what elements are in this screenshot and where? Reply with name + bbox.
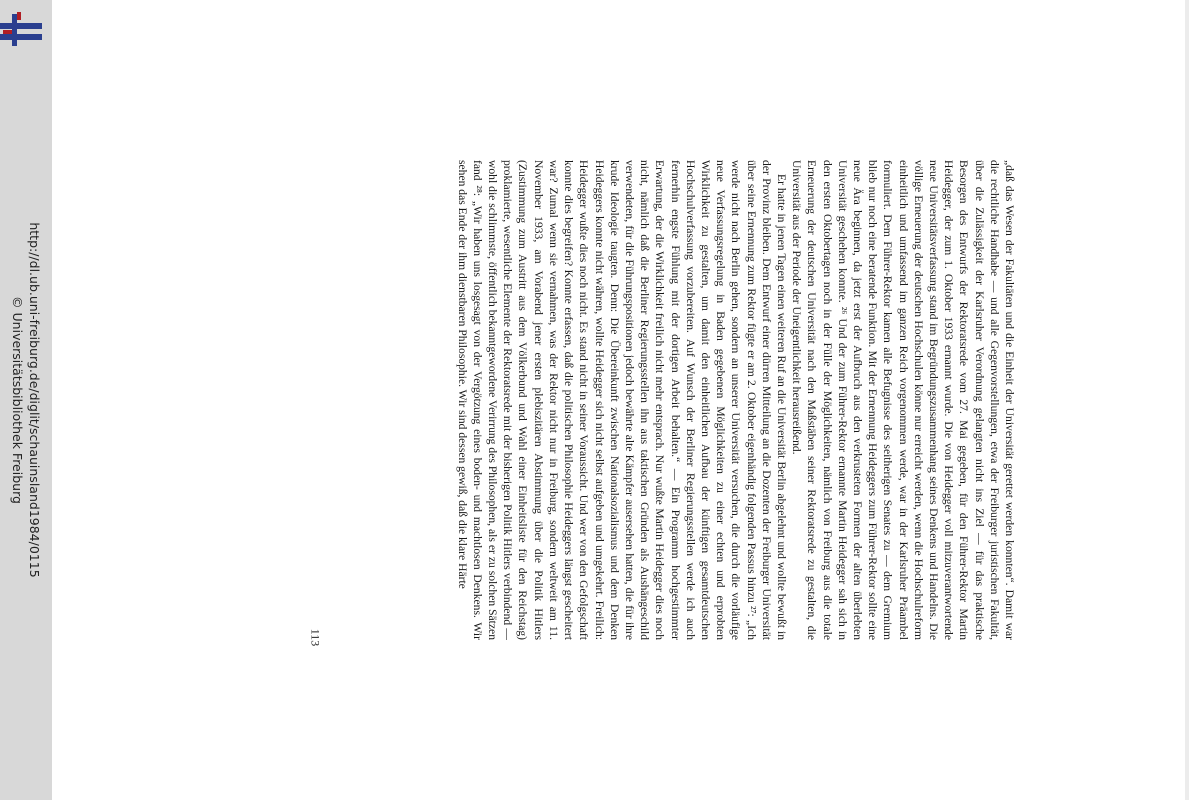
ub-freiburg-logo-icon xyxy=(0,8,44,48)
viewer-sidebar xyxy=(0,0,52,800)
paragraph: „daß das Wesen der Fakultäten und die Einheit der Universität gerettet werden konnten“. Damit war die rechtliche Handhabe — und alle Gegenvorstellungen, etwa der Freiburger juristischen Fakultät, über die Zulässigkeit der Karlsruher Verordnung gelangten nicht ins Ziel — für das praktische Besorgen des Entwurfs der Rektoratsrede vom 27. Mai gegeben, für den Führer-Rektor Martin Heidegger, der zum 1. Oktober 1933 ernannt wurde. Die von Heidegger voll mitzuverantwortende neue Universitätsverfassung stand im Begründungszusammenhang seines Denkens und Handelns. Die völlige Erneuerung der deutschen Hochschulen könne nur erreicht werden, wenn die Hochschulreform einheitlich und umfassend im ganzen Reich vorgenommen werde, war in der Karlsruher Präambel formuliert. Dem Führer-Rektor kamen alle Befugnisse des seitherigen Senates zu — dem Gremium blieb nur noch eine beratende Funktion. Mit der Ernennung Heideggers zum Führer-Rektor sollte eine neue Ära beginnen, da jetzt erst der Aufbruch aus den verkrusteten Formen der alten überlebten Universität geschehen konnte. ²⁶ Und der zum Führer-Rektor ernannte Martin Heidegger sah sich in den ersten Oktobertagen noch in der Fülle der Möglichkeiten, nämlich von Freiburg aus die totale Erneuerung der deutschen Universität nach den Maßstäben seiner Rektoratsrede zu gestalten, die Universität aus der Periode der Uneigentlichkeit herausreißend. xyxy=(790,160,1016,640)
sidebar-caption xyxy=(9,222,43,577)
source-url[interactable]: http://dl.ub.uni-freiburg.de/diglit/schauinsland1984/0115 xyxy=(27,222,42,578)
page-number: 113 xyxy=(308,628,323,647)
copyright-notice: © Universitätsbibliothek Freiburg xyxy=(10,296,25,504)
page-body xyxy=(287,160,1017,640)
scanned-page xyxy=(52,0,1185,800)
paragraph: Er hatte in jenen Tagen einen weiteren Ruf an die Universität Berlin abgelehnt und wollte bewußt in der Provinz bleiben. Dem Entwurf einer dürren Mitteilung an die Dozenten der Freiburger Universität über seine Ernennung zum Rektor fügte er am 2. Oktober eigenhändig folgenden Passus hinzu ²⁷: „Ich werde nicht nach Berlin gehen, sondern an unserer Universität versuchen, die durch die vorläufige neue Verfassungsregelung in Baden gegebenen Möglichkeiten zu einer echten und erprobten Wirklichkeit zu gestalten, um damit den einheitlichen Aufbau der künftigen gesamtdeutschen Hochschulverfassung vorzubereiten. Auf Wunsch der Berliner Regierungsstellen werde ich auch fernerhin engste Fühlung mit der dortigen Arbeit behalten.“ — Ein Programm hochgestimmter Erwartung, der die Wirklichkeit freilich nicht mehr entsprach. Nur wußte Martin Heidegger dies noch nicht, nämlich daß die Berliner Regierungsstellen ihn aus taktischen Gründen als Aushängeschild verwendeten, für die Führungspositionen jedoch bewährte alte Kämpfer ausersehen hatten, die für ihre krude Ideologie taugten. Denn: Die Übereinkunft zwischen Nationalsozialismus und dem Denken Heideggers konnte nicht währen, wollte Heidegger sich nicht selbst aufgeben und umgekehrt. Freilich: Heidegger wußte dies noch nicht. Es stand nicht in seiner Voraussicht. Und wer von den Gefolgschaft konnte dies begreifen? Konnte erfassen, daß die politischen Philosophie Heideggers längst gescheitert war? Zumal wenn sie vernahmen, was der Rektor nicht nur in Freiburg, sondern weltweit am 11. November 1933, am Vorabend jener ersten plebiszitären Abstimmung über die Politik Hitlers (Zustimmung zum Austritt aus dem Völkerbund und Wahl einer Einheitsliste für den Reichstag) proklamierte, wesentliche Elemente der Rektoratsrede mit der bisherigen Politik Hitlers verbindend — wohl die schlimmste, öffentlich bekanntgewordene Verirrung des Philosophen, als er zu solchen Sätzen fand ²⁸: „Wir haben uns losgesagt von der Vergötzung eines boden- und machtlosen Denkens. Wir sehen das Ende der ihm dienstbaren Philosophie. Wir sind dessen gewiß, daß die klare Härte xyxy=(455,160,788,640)
scrollbar-edge[interactable] xyxy=(1185,0,1189,800)
